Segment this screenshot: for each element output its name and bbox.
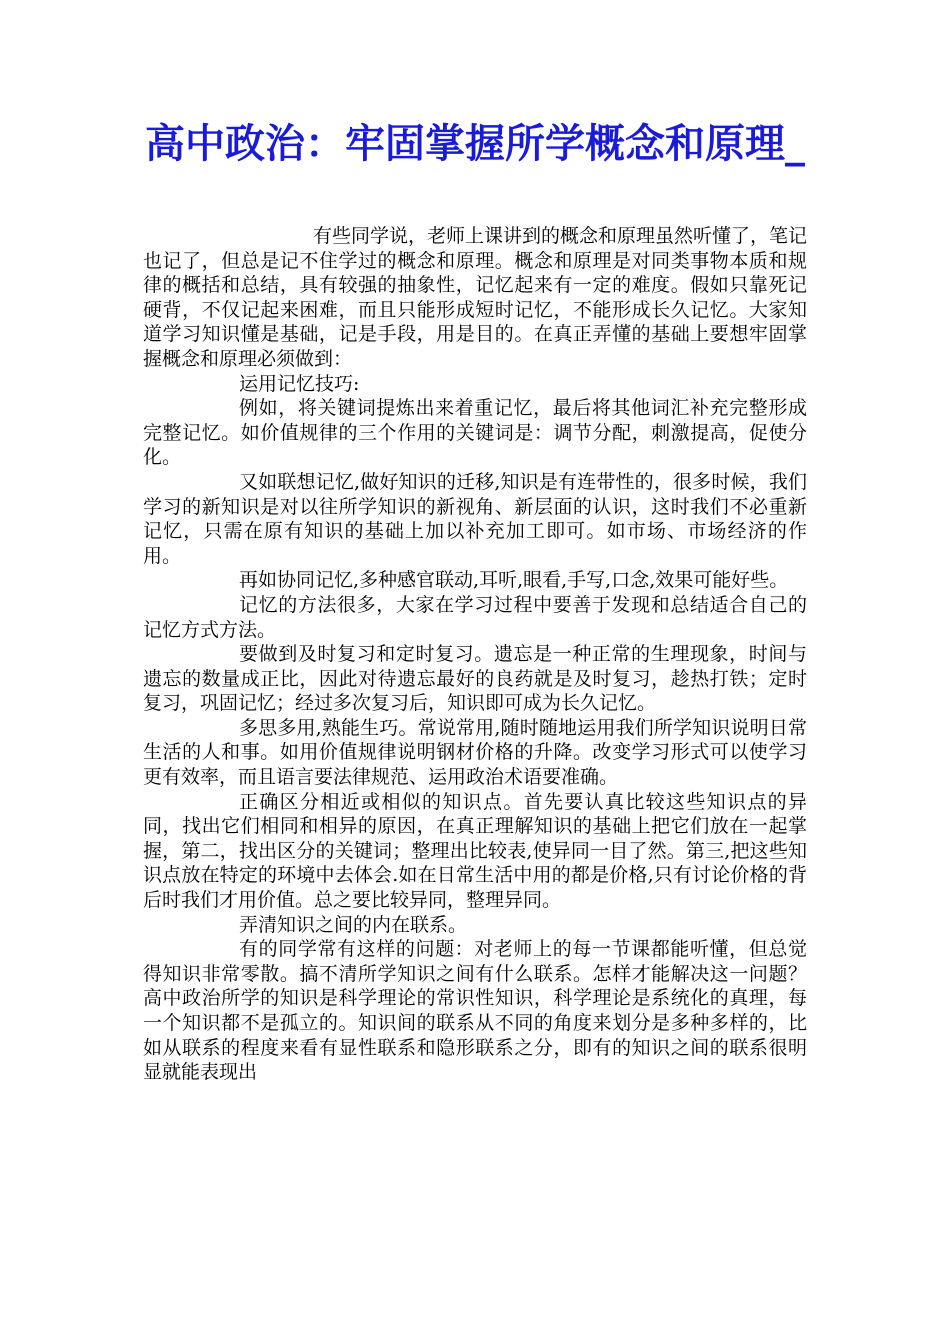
paragraph-intro: 有些同学说，老师上课讲到的概念和原理虽然听懂了，笔记也记了，但总是记不住学过的概念和原理。概念和原理是对同类事物本质和规律的概括和总结，具有较强的抽象性，记忆起来有一定的难度。假如只靠死记硬背，不仅记起来困难，而且只能形成短时记忆，不能形成长久记忆。大家知道学习知识懂是基础，记是手段，用是目的。在真正弄懂的基础上要想牢固掌握概念和原理必须做到： xyxy=(143,225,808,370)
paragraph-connections-heading: 弄清知识之间的内在联系。 xyxy=(239,913,468,936)
paragraph-connections: 有的同学常有这样的问题：对老师上的每一节课都能听懂，但总觉得知识非常零散。搞不清所学知识之间有什么联系。怎样才能解决这一问题？高中政治所学的知识是科学理论的常识性知识，科学理论是系统化的真理，每一个知识都不是孤立的。知识间的联系从不同的角度来划分是多种多样的，比如从联系的程度来看有显性联系和隐形联系之分，即有的知识之间的联系很明显就能表现出 xyxy=(143,938,807,1084)
paragraph-keyword-memory: 例如，将关键词提炼出来着重记忆，最后将其他词汇补充完整形成完整记忆。如价值规律的三个作用的关键词是：调节分配，刺激提高，促使分化。 xyxy=(143,397,807,469)
paragraph-memory-skills-heading: 运用记忆技巧: xyxy=(239,372,360,395)
paragraph-collaborative-memory: 再如协同记忆,多种感官联动,耳听,眼看,手写,口念,效果可能好些。 xyxy=(239,569,789,592)
paragraph-memory-methods: 记忆的方法很多，大家在学习过程中要善于发现和总结适合自己的记忆方式方法。 xyxy=(143,593,807,641)
paragraph-distinguish: 正确区分相近或相似的知识点。首先要认真比较这些知识点的异同，找出它们相同和相异的原因，在真正理解知识的基础上把它们放在一起掌握，第二，找出区分的关键词；整理出比较表,使异同一目了然。第三,把这些知识点放在特定的环境中去体会.如在日常生活中用的都是价格,只有讨论价格的背后时我们才用价值。总之要比较异同，整理异同。 xyxy=(143,790,807,912)
document-title: 高中政治：牢固掌握所学概念和原理_ xyxy=(145,120,805,167)
paragraph-practice: 多思多用,熟能生巧。常说常用,随时随地运用我们所学知识说明日常生活的人和事。如用价值规律说明钢材价格的升降。改变学习形式可以使学习更有效率，而且语言要法律规范、运用政治术语要准确。 xyxy=(143,716,807,789)
paragraph-review: 要做到及时复习和定时复习。遗忘是一种正常的生理现象，时间与遗忘的数量成正比，因此对待遗忘最好的良药就是及时复习，趁热打铁；定时复习，巩固记忆；经过多次复习后，知识即可成为长久记忆。 xyxy=(143,643,807,715)
document-body xyxy=(143,224,807,1085)
paragraph-association-memory: 又如联想记忆,做好知识的迁移,知识是有连带性的，很多时候，我们学习的新知识是对以往所学知识的新视角、新层面的认识，这时我们不必重新记忆，只需在原有知识的基础上加以补充加工即可。如市场、市场经济的作用。 xyxy=(143,470,807,567)
